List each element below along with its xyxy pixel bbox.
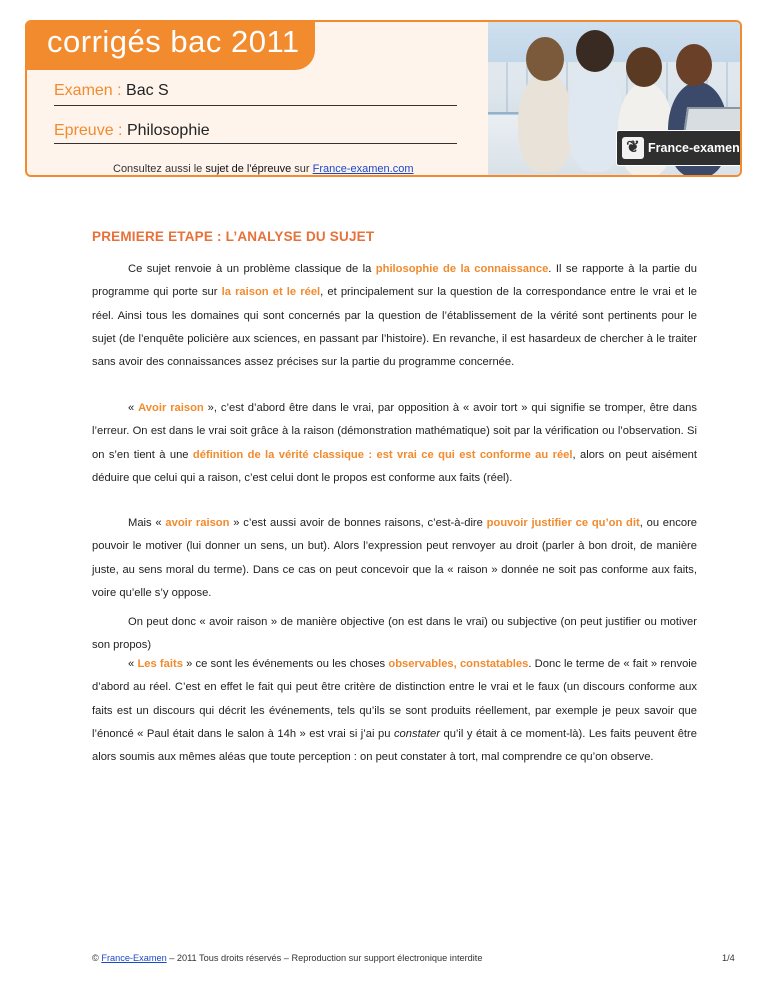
france-examen-link[interactable]: France-examen.com <box>312 163 414 175</box>
epreuve-value: Philosophie <box>126 122 210 139</box>
text-run: On peut donc « avoir raison » de manière objective (on est dans le vrai) ou subjective (on peut justifier ou motiver son propos) <box>92 616 697 652</box>
student-head <box>526 37 564 81</box>
exam-value: Bac S <box>126 82 169 99</box>
badge-text: France-examen <box>648 141 740 155</box>
text-run: Mais « <box>128 517 166 529</box>
text-run: « <box>128 402 139 414</box>
highlight: définition de la vérité classique : est vrai ce qui est conforme au réel <box>192 448 573 461</box>
paragraph <box>92 258 697 374</box>
paragraph <box>92 611 697 658</box>
students-photo <box>488 22 742 175</box>
footer <box>92 953 482 963</box>
consult-subject: sujet de l'épreuve <box>205 163 292 175</box>
text-run: , alors on peut aisément déduire que celui qui a raison, c’est celui dont le propos est conforme aux faits (réel). <box>92 448 697 484</box>
student-head <box>626 47 662 87</box>
text-run: » ce sont les événements ou les choses <box>182 658 389 670</box>
highlight: Les faits <box>137 658 183 670</box>
text-run: qu’il y était à ce moment-là). Les faits peuvent être alors soumis aux mêmes aléas que toute perception : on peut constater à tort, mal comprendre ce qu’on observe. <box>92 727 697 764</box>
text-run: « <box>128 658 138 670</box>
highlight: pouvoir justifier ce qu’on dit <box>486 517 640 529</box>
student-figure <box>518 72 573 172</box>
copyright-icon: © <box>92 953 102 963</box>
header-banner <box>25 20 742 177</box>
exam-label: Examen : <box>54 82 127 99</box>
highlight: observables, constatables <box>388 658 529 670</box>
epreuve-label: Epreuve : <box>54 122 127 139</box>
highlight: philosophie de la connaissance <box>375 263 549 275</box>
text-run: Ce sujet renvoie à un problème classique de la <box>128 263 376 275</box>
france-examen-logo-icon: ❦ <box>622 137 644 159</box>
text-run: », c’est d’abord être dans le vrai, par opposition à « avoir tort » qui signifie se tromper, être dans l’erreur. On est dans le vrai soit grâce à la raison (démonstration mathématique) soit par la vérification ou l’observation. Si on s’en tient à une <box>92 402 697 461</box>
france-examen-badge <box>616 130 742 166</box>
text-run: , et principalement sur la question de la correspondance entre le vrai et le réel. Ainsi tous les domaines qui sont concernés par la question de l’établissement de la vérité sont pertinents pour le sujet (de l’enquête policière aux sciences, en passant par l’histoire). En revanche, il est hasardeux de chercher à le traiter sans avoir des connaissances assez précises sur la partie du programme concernée. <box>92 286 697 369</box>
paragraph <box>92 512 697 605</box>
section-title: PREMIERE ETAPE : L’ANALYSE DU SUJET <box>92 229 375 244</box>
paragraph <box>92 653 697 769</box>
highlight: avoir raison <box>165 517 230 529</box>
epreuve-row <box>54 122 210 140</box>
emphasis: constater <box>393 727 440 740</box>
text-run: » c’est aussi avoir de bonnes raisons, c’est-à-dire <box>229 517 487 529</box>
page-number: 1/4 <box>722 953 735 963</box>
text-run: , ou encore pouvoir le motiver (lui donner un sens, un but). Alors l’expression peut renvoyer au droit (parler à bon droit, de manière juste, au sens moral du terme). Dans ce cas on peut concevoir que la « raison » donnée ne soit pas conforme aux faits, voire qu’elle s’y oppose. <box>92 517 698 599</box>
student-figure <box>568 62 623 172</box>
exam-row <box>54 82 169 100</box>
footer-text: – 2011 Tous droits réservés – Reproduction sur support électronique interdite <box>166 953 483 963</box>
divider <box>54 143 457 144</box>
text-run: . Il se rapporte à la partie du programme qui porte sur <box>92 263 697 299</box>
text-run: . Donc le terme de « fait » renvoie d’abord au réel. C’est en effet le fait qui peut être critère de distinction entre le vrai et le faux (un discours conforme aux faits est un discours qui décrit les événements, tels qu’ils se sont produits réellement, par exemple je peux savoir que l’énoncé « Paul était dans le salon à 14h » est vrai si j’ai pu <box>92 658 697 740</box>
paragraph <box>92 397 697 490</box>
student-head <box>576 30 614 72</box>
student-head <box>676 44 712 86</box>
consult-mid: sur <box>291 163 313 175</box>
divider <box>54 105 457 106</box>
highlight: la raison et le réel <box>221 286 321 299</box>
brand-title: corrigés bac 2011 <box>47 24 300 59</box>
highlight: Avoir raison <box>138 402 204 414</box>
footer-link[interactable]: France-Examen <box>101 953 167 963</box>
brand-tab <box>25 20 315 70</box>
consult-prefix: Consultez aussi le <box>113 163 206 175</box>
consult-line <box>113 163 414 175</box>
